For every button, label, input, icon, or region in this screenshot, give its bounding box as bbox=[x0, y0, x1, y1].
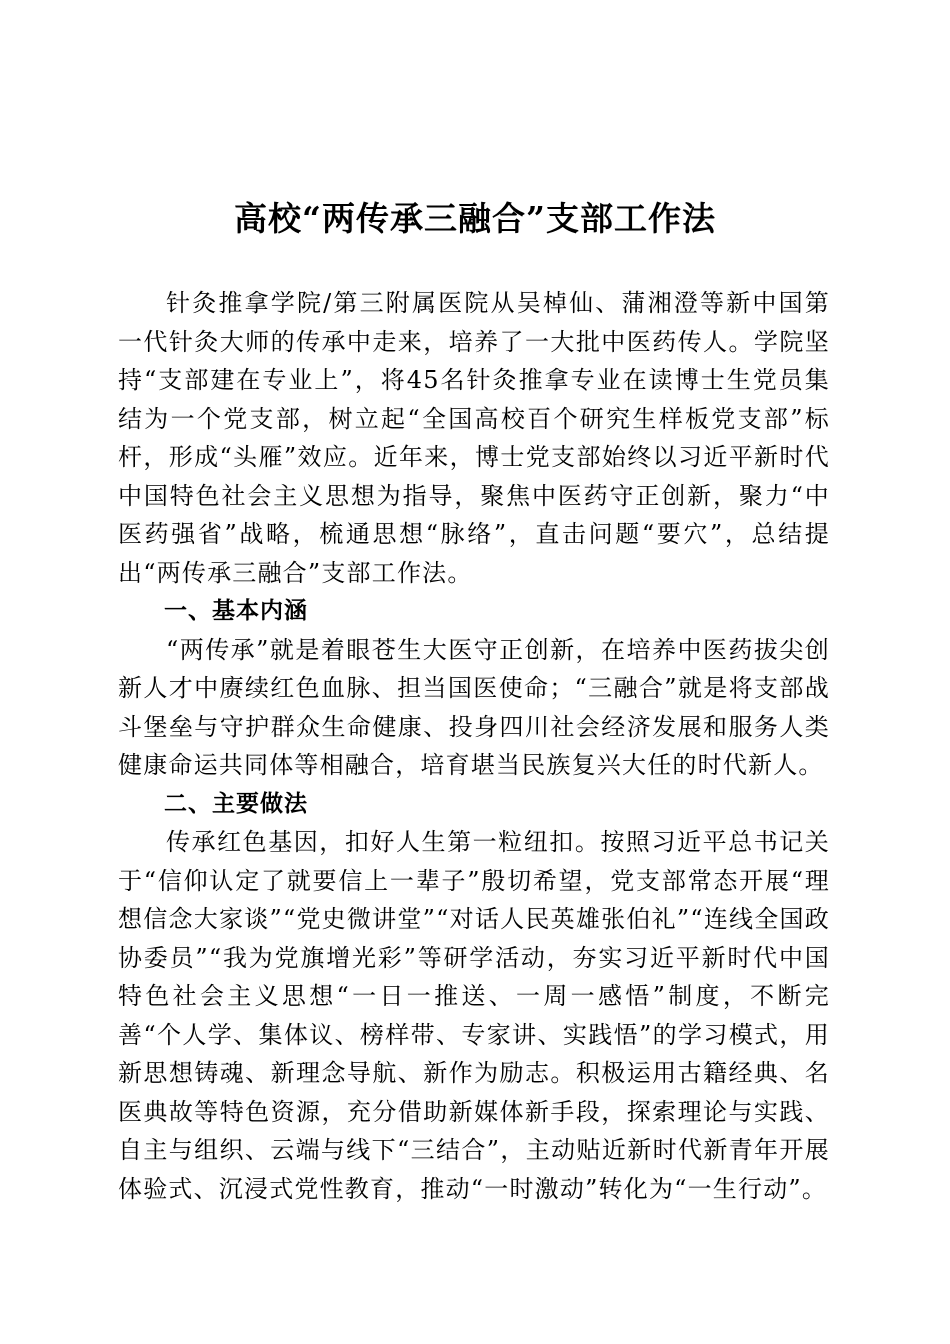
basic-meaning-paragraph: “两传承”就是着眼苍生大医守正创新，在培养中医药拔尖创新人才中赓续红色血脉、担当国医使命；“三融合”就是将支部战斗堡垒与守护群众生命健康、投身四川社会经济发展和服务人类健康命运共同体等相融合，培育堪当民族复兴大任的时代新人。 bbox=[118, 635, 830, 779]
section-heading-basic-meaning: 一、基本内涵 bbox=[164, 598, 308, 624]
document-title: 高校“两传承三融合”支部工作法 bbox=[234, 199, 716, 238]
intro-paragraph: 针灸推拿学院/第三附属医院从吴棹仙、蒲湘澄等新中国第一代针灸大师的传承中走来，培养了一大批中医药传人。学院坚持“支部建在专业上”，将45名针灸推拿专业在读博士生党员集结为一个党支部，树立起“全国高校百个研究生样板党支部”标杆，形成“头雁”效应。近年来，博士党支部始终以习近平新时代中国特色社会主义思想为指导，聚焦中医药守正创新，聚力“中医药强省”战略，梳通思想“脉络”，直击问题“要穴”，总结提出“两传承三融合”支部工作法。 bbox=[118, 289, 830, 587]
section-heading-main-practices: 二、主要做法 bbox=[164, 790, 308, 817]
main-practices-paragraph: 传承红色基因，扣好人生第一粒纽扣。按照习近平总书记关于“信仰认定了就要信上一辈子”殷切希望，党支部常态开展“理想信念大家谈”“党史微讲堂”“对话人民英雄张伯礼”“连线全国政协委员”“我为党旗增光彩”等研学活动，夯实习近平新时代中国特色社会主义思想“一日一推送、一周一感悟”制度，不断完善“个人学、集体议、榜样带、专家讲、实践悟”的学习模式，用新思想铸魂、新理念导航、新作为励志。积极运用古籍经典、名医典故等特色资源，充分借助新媒体新手段，探索理论与实践、自主与组织、云端与线下“三结合”，主动贴近新时代新青年开展体验式、沉浸式党性教育，推动“一时激动”转化为“一生行动”。 bbox=[118, 828, 830, 1203]
document-body bbox=[118, 284, 830, 1208]
